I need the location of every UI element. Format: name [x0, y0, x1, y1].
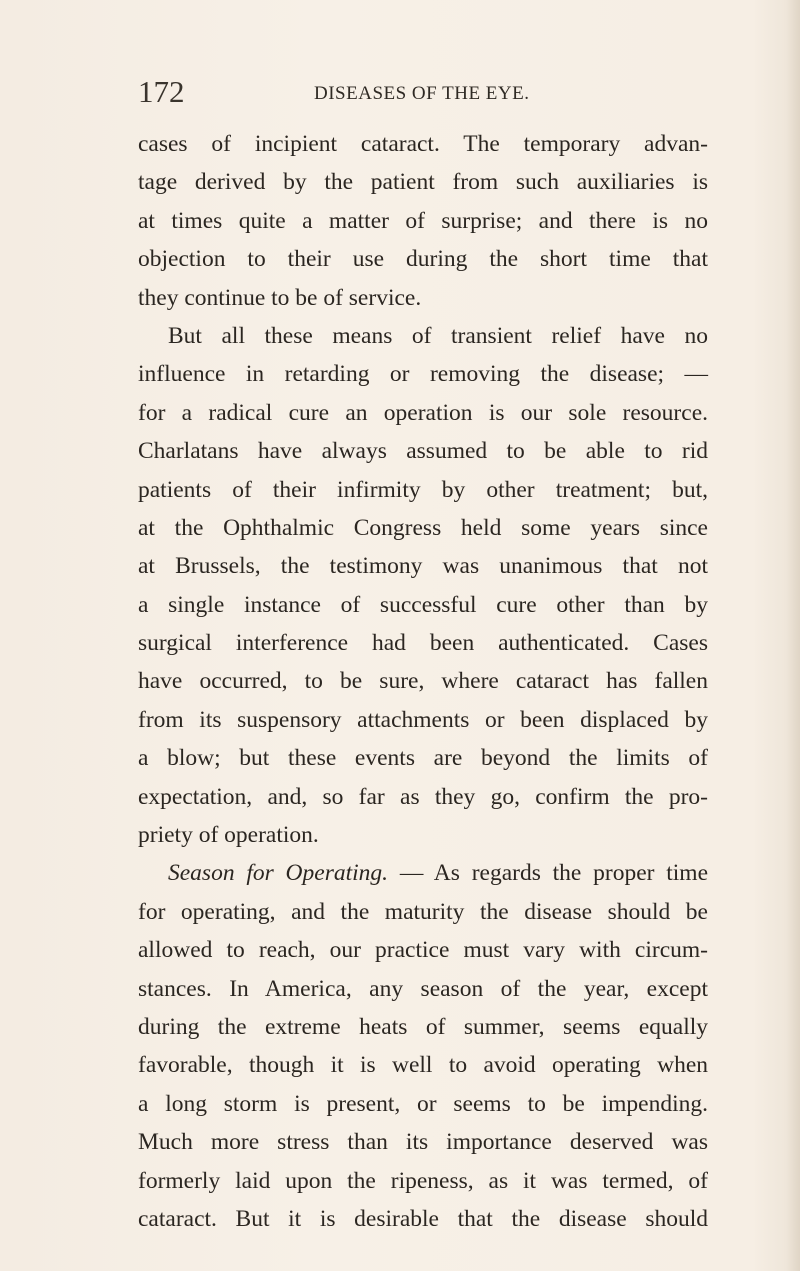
body-text [138, 125, 708, 1238]
text-line: at the Ophthalmic Congress held some years since [138, 514, 708, 541]
text-line: stances. In America, any season of the year, except [138, 975, 708, 1002]
text-line: Charlatans have always assumed to be able to rid [138, 438, 708, 465]
text-line: cases of incipient cataract. The temporary advan- [138, 131, 708, 157]
text-line: they continue to be of service. [138, 284, 422, 311]
text-line: a long storm is present, or seems to be impending. [138, 1090, 708, 1117]
text-line: during the extreme heats of summer, seems equally [138, 1013, 708, 1040]
page-edge-shadow [786, 0, 800, 1271]
page-header [138, 74, 698, 114]
text-line: for operating, and the maturity the disease should be [138, 898, 708, 925]
text-line: cataract. But it is desirable that the disease should [138, 1205, 708, 1232]
text-line: from its suspensory attachments or been displaced by [138, 706, 708, 733]
section-first-line-text: — As regards the proper time [388, 860, 708, 887]
page-number: 172 [138, 74, 185, 109]
text-line: for a radical cure an operation is our sole resource. [138, 399, 708, 426]
text-line: priety of operation. [138, 822, 319, 849]
text-line: expectation, and, so far as they go, confirm the pro- [138, 783, 708, 810]
text-line: favorable, though it is well to avoid operating when [138, 1052, 708, 1079]
text-line: at Brussels, the testimony was unanimous that not [138, 553, 708, 580]
text-line: influence in retarding or removing the disease; — [138, 361, 708, 388]
text-line: have occurred, to be sure, where cataract has fallen [138, 668, 708, 695]
text-line: But all these means of transient relief have no [168, 322, 708, 349]
text-line: allowed to reach, our practice must vary with circum- [138, 937, 708, 964]
text-line: tage derived by the patient from such auxiliaries is [138, 169, 708, 196]
text-line: surgical interference had been authenticated. Cases [138, 630, 708, 657]
text-line: formerly laid upon the ripeness, as it was termed, of [138, 1167, 708, 1194]
running-head: DISEASES OF THE EYE. [314, 83, 530, 104]
section-first-line [138, 854, 708, 892]
text-line: patients of their infirmity by other treatment; but, [138, 476, 708, 503]
text-line: Much more stress than its importance deserved was [138, 1129, 708, 1156]
text-line: objection to their use during the short time that [138, 246, 708, 273]
section-heading: Season for Operating. [168, 860, 389, 887]
text-line: a single instance of successful cure other than by [138, 591, 708, 618]
text-line: a blow; but these events are beyond the limits of [138, 745, 708, 772]
text-line: at times quite a matter of surprise; and there is no [138, 207, 708, 234]
